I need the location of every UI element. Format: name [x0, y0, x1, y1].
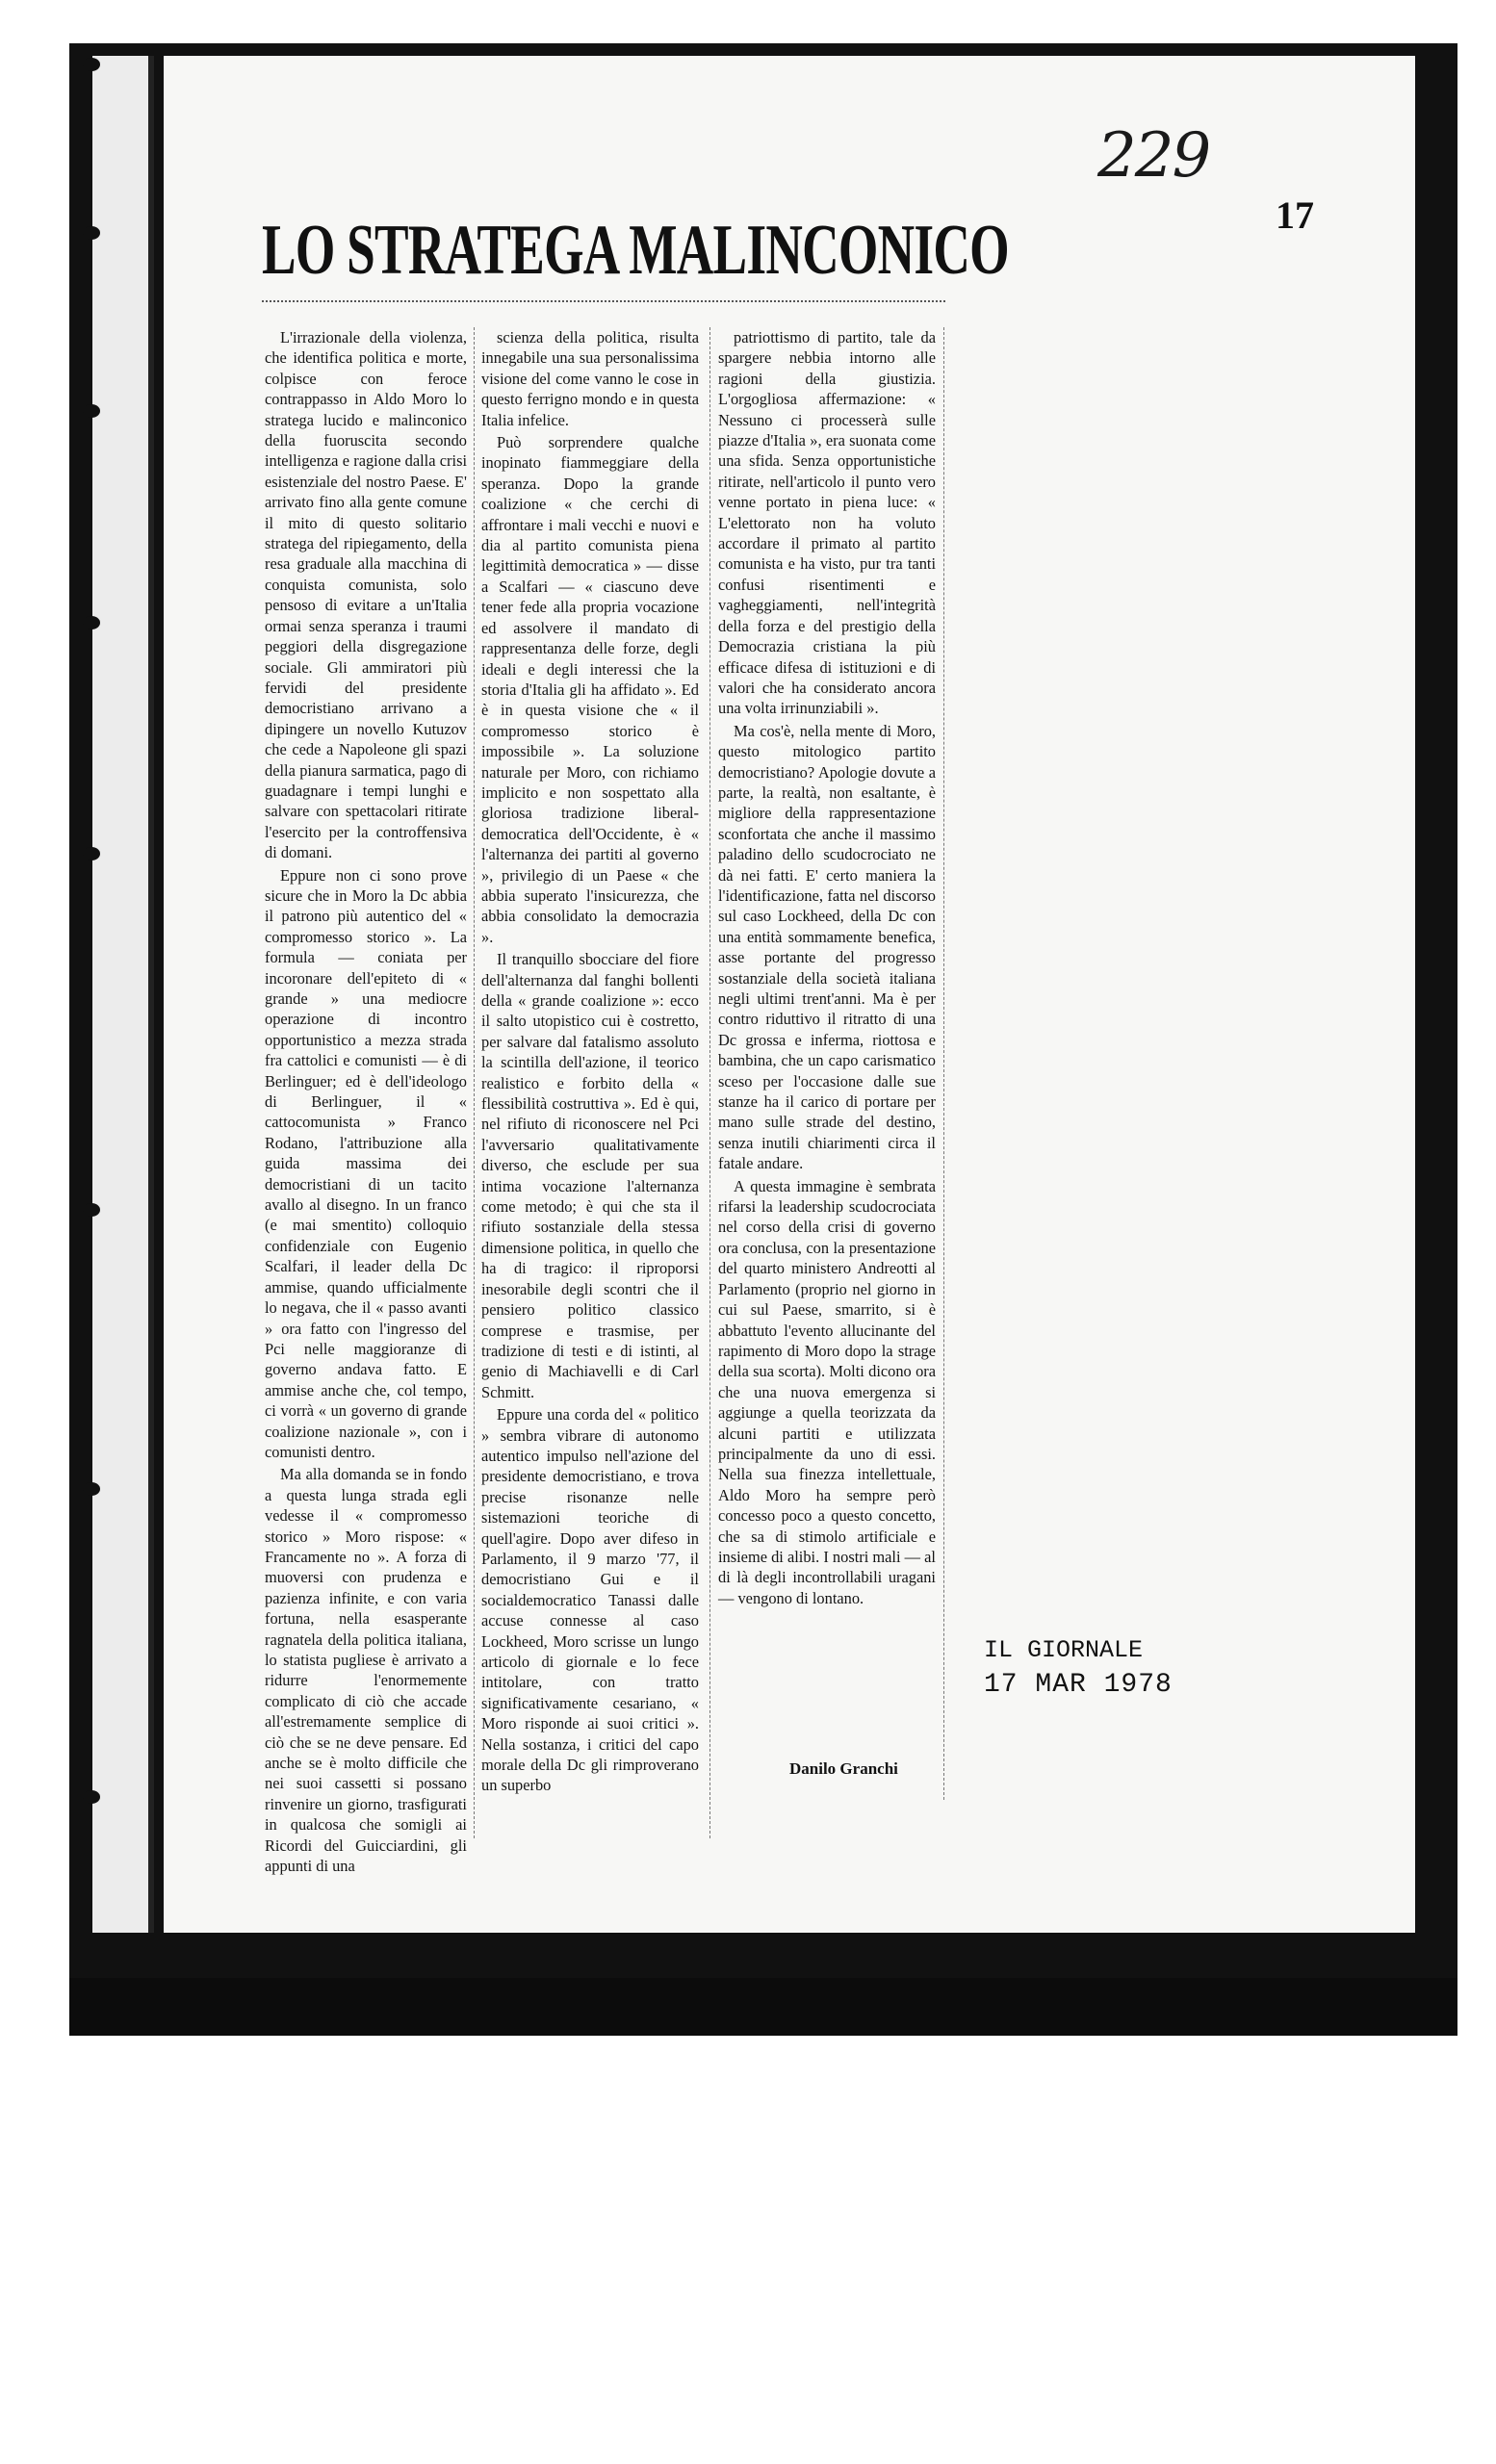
binding-hole-mark	[83, 616, 100, 629]
binding-hole-mark	[83, 1203, 100, 1217]
article-column-2	[481, 327, 699, 1796]
article-column-3	[718, 327, 936, 1608]
photocopy-left-edge	[92, 56, 154, 1933]
article-paragraph: Eppure una corda del « politico » sembra vibrare di autonomo autentico impulso nell'azione del presidente democristiano, e trova precise risonanze nelle sistemazioni teoriche di quell'agire. Dopo aver difeso in Parlamento, il 9 marzo '77, il democristiano Gui e il socialdemocratico Tanassi dalle accuse connesse al caso Lockheed, Moro scrisse un lungo articolo di giornale e lo fece intitolare, con tratto significativamente cesariano, « Moro risponde ai suoi critici ». Nella sostanza, i critici del capo morale della Dc gli rimproverano un superbo	[481, 1405, 699, 1795]
handwritten-archive-number: 229	[1097, 120, 1210, 192]
article-paragraph: patriottismo di partito, tale da spargere nebbia intorno alle ragioni della giustizia. L'orgogliosa affermazione: « Nessuno ci processerà sulle piazze d'Italia », era suonata come una sfida. Senza opportunistiche ritirate, nell'articolo il punto vero venne portato in piena luce: « L'elettorato non ha voluto accordare il primato al partito comunista e ha visto, pur tra tanti confusi risentimenti e vagheggiamenti, nell'integrità della forza e del prestigio della Democrazia cristiana la più efficace difesa di istituzioni e di valori che ha considerato ancora una volta irrinunziabili ».	[718, 328, 936, 718]
binding-hole-mark	[83, 58, 100, 71]
article-byline: Danilo Granchi	[789, 1759, 898, 1778]
publication-date: 17 MAR 1978	[984, 1670, 1173, 1700]
newspaper-name: IL GIORNALE	[984, 1636, 1144, 1664]
article-paragraph: Ma cos'è, nella mente di Moro, questo mitologico partito democristiano? Apologie dovute a parte, la realtà, non esaltante, è migliore della rappresentazione sconfortata che anche il massimo paladino dello scudocrociato ne dà nei fatti. E' certo maniera la l'identificazione, fatta nel discorso sul caso Lockheed, della Dc con una entità sommamente benefica, asse portante del progresso sostanziale della società italiana negli ultimi trent'anni. Ma è per contro riduttivo il ritratto di una Dc grossa e inferma, riottosa e bambina, che un capo carismatico sceso per l'occasione dalle sue stanze ha il carico di portare per mano sulle strade del destino, senza inutili chiarimenti circa il fatale andare.	[718, 721, 936, 1173]
article-headline: LO STRATEGA MALINCONICO	[262, 211, 1009, 290]
article-paragraph: Ma alla domanda se in fondo a questa lunga strada egli vedesse il « compromesso storico » Moro rispose: « Francamente no ». A forza di muoversi con prudenza e pazienza infinite, e con varia fortuna, nella esasperante ragnatela della politica italiana, lo statista pugliese è arrivato a ridurre l'enormemente complicato di ciò che accade all'estremamente semplice di ciò che se ne deve pensare. Ed anche se è molto difficile che nei suoi cassetti si possano rinvenire un giorno, trasfigurati in qualcosa che somigli ai Ricordi del Guicciardini, gli appunti di una	[265, 1465, 467, 1876]
headline-rule	[262, 300, 945, 302]
column-divider	[474, 327, 475, 1838]
binding-hole-mark	[83, 226, 100, 240]
column-divider	[943, 327, 944, 1800]
binding-hole-mark	[83, 404, 100, 418]
article-paragraph: scienza della politica, risulta innegabile una sua personalissima visione del come vanno le cose in questo ferrigno mondo e in questa Italia infelice.	[481, 328, 699, 429]
article-column-1	[265, 327, 467, 1876]
binding-hole-mark	[83, 1790, 100, 1804]
article-paragraph: A questa immagine è sembrata rifarsi la leadership scudocrociata nel corso della crisi di governo ora conclusa, con la presentazione del quarto ministero Andreotti al Parlamento (proprio nel giorno in cui sul Paese, smarrito, si è abbattuto l'evento allucinante del rapimento di Moro dopo la strage della sua scorta). Molti dicono ora che una nuova emergenza si aggiunge a quella teorizzata da alcuni partiti e utilizzata principalmente da uno di essi. Nella sua finezza intellettuale, Aldo Moro ha sempre però concesso poco a questo concetto, che sa di stimolo artificiale e insieme di alibi. I nostri mali — al di là degli incontrollabili uragani — vengono di lontano.	[718, 1176, 936, 1607]
source-stamp	[984, 1636, 1176, 1700]
article-paragraph: Il tranquillo sbocciare del fiore dell'alternanza dal fanghi bollenti della « grande coalizione »: ecco il salto utopistico cui è costretto, per salvare dal fatalismo assoluto la scintilla dell'azione, il teorico realistico e forbito della « flessibilità costruttiva ». Ed è qui, nel rifiuto di riconoscere nel Pci l'avversario qualitativamente diverso, che esclude per sua intima vocazione l'alternanza come metodo; è qui che sta il rifiuto sostanziale della stessa dimensione politica, in quello che ha di tragico: il riproporsi inesorabile degli scontri che il pensiero politico classico comprese e trasmise, per tradizione di testi e di istinti, al genio di Machiavelli e di Carl Schmitt.	[481, 950, 699, 1401]
article-paragraph: L'irrazionale della violenza, che identifica politica e morte, colpisce con feroce contrappasso in Aldo Moro lo stratega lucido e malinconico della fuoruscita secondo intelligenza e ragione dalla crisi esistenziale del nostro Paese. E' arrivato fino alla gente comune il mito di questo solitario stratega del ripiegamento, della resa graduale alla macchina di conquista comunista, solo pensoso di evitare a un'Italia ormai senza speranza i traumi peggiori della disgregazione sociale. Gli ammiratori più fervidi del presidente democristiano arrivano a dipingere un novello Kutuzov che cede a Napoleone gli spazi della pianura sarmatica, pago di guadagnare i tempi lunghi e salvare con spettacolari ritirate l'esercito per la controffensiva di domani.	[265, 328, 467, 862]
binding-hole-mark	[83, 847, 100, 860]
binding-hole-mark	[83, 1482, 100, 1496]
column-divider	[709, 327, 710, 1838]
article-paragraph: Può sorprendere qualche inopinato fiammeggiare della speranza. Dopo la grande coalizione « che cerchi di affrontare i mali vecchi e nuovi e dia al partito comunista piena legittimità democratica » — disse a Scalfari — « ciascuno deve tener fede alla propria vocazione ed assolvere il mandato di rappresentanza delle forze, degli ideali e degli interessi che la storia d'Italia gli ha affidato ». Ed è in questa visione che « il compromesso storico è impossibile ». La soluzione naturale per Moro, con richiamo implicito e non sospettato alla gloriosa tradizione liberal-democratica dell'Occidente, è « l'alternanza dei partiti al governo », privilegio di un Paese « che abbia superato l'insicurezza, che abbia consolidato la democrazia ».	[481, 433, 699, 946]
page-number: 17	[1276, 193, 1314, 237]
article-paragraph: Eppure non ci sono prove sicure che in Moro la Dc abbia il patrono più autentico del « compromesso storico ». La formula — coniata per incoronare dell'epiteto di « grande » una mediocre operazione di incontro opportunistico a mezza strada fra cattolici e comunisti — è di Berlinguer; ed è dell'ideologo di Berlinguer, il « cattocomunista » Franco Rodano, l'attribuzione alla guida massima dei democristiani di un tacito avallo al disegno. In un franco (e mai smentito) colloquio confidenziale con Eugenio Scalfari, il leader della Dc ammise, quando ufficialmente lo negava, che il « passo avanti » ora fatto con l'ingresso del Pci nelle maggioranze di governo andava fatto. E ammise anche che, col tempo, ci vorrà « un governo di grande coalizione nazionale », con i comunisti dentro.	[265, 865, 467, 1461]
photocopy-bottom-edge	[69, 1978, 1457, 2036]
